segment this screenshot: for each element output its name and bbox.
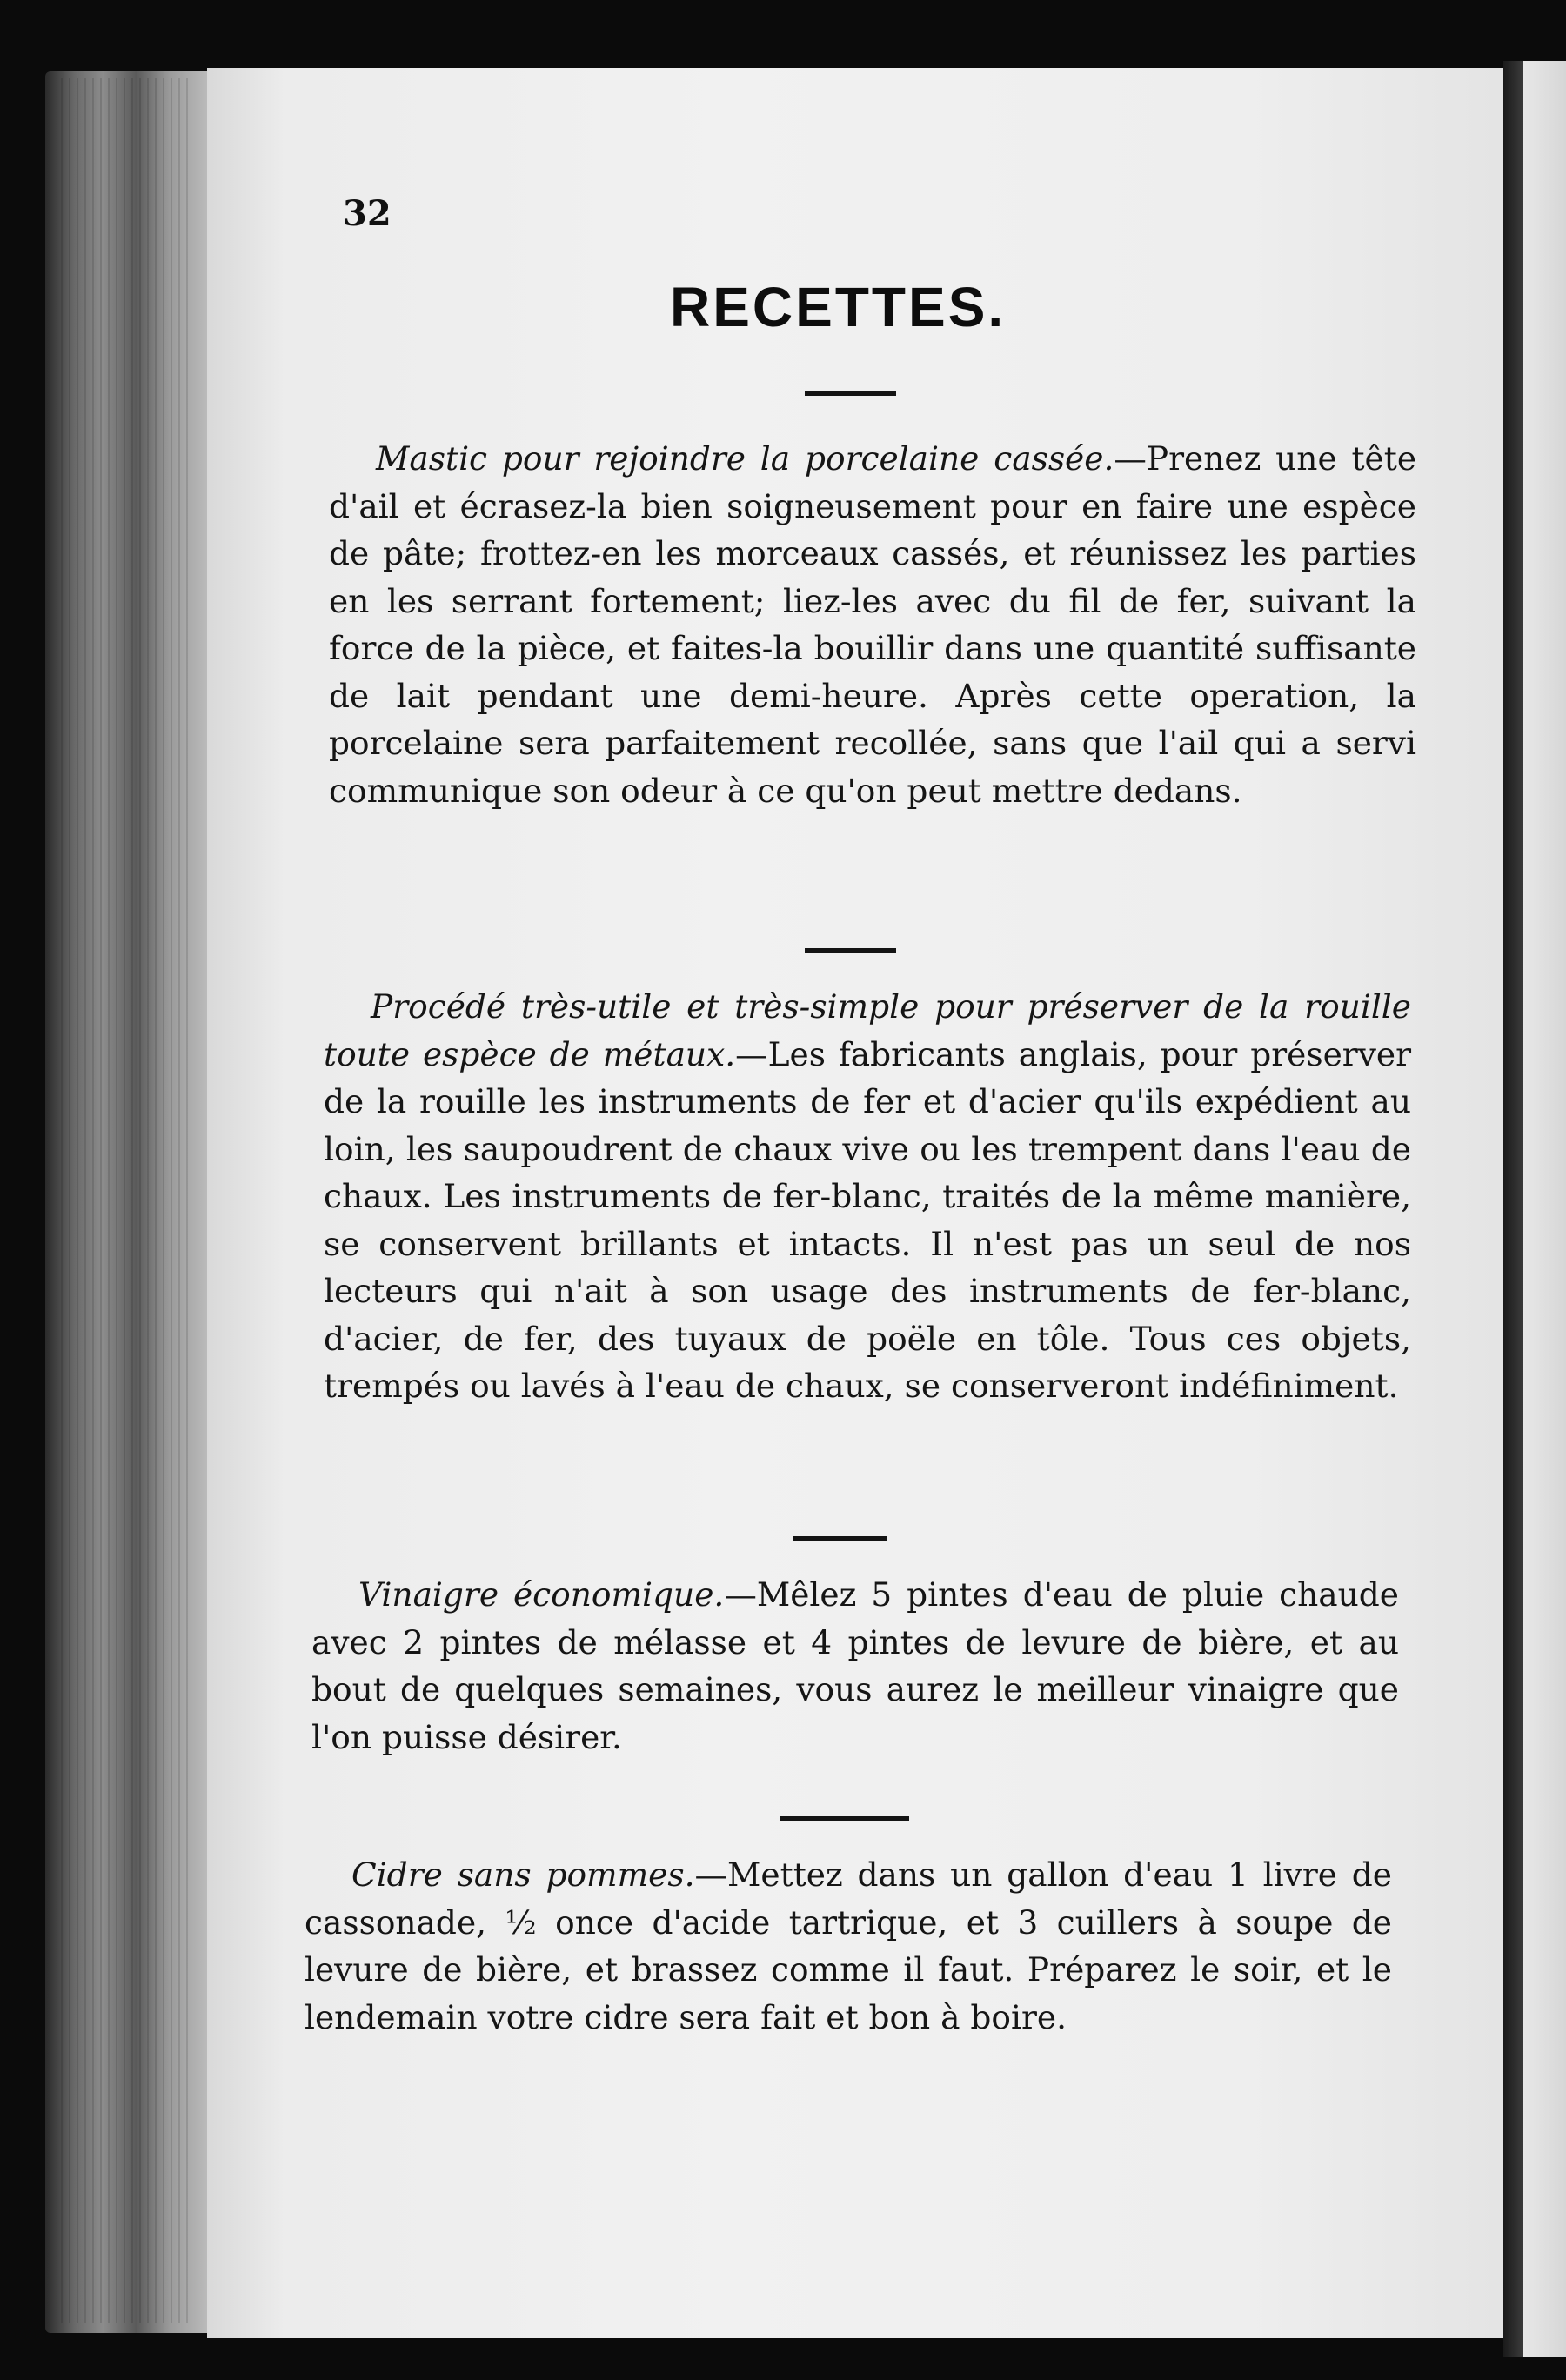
recipe-title: Procédé très-utile et très-simple pour préserver de la rouille toute espèce de métaux.: [324, 987, 1411, 1073]
right-binding-shadow: [1503, 61, 1522, 2357]
separator-rule-1: [805, 391, 896, 396]
page-number: 32: [343, 193, 392, 234]
recipe-body: —Les fabricants anglais, pour préserver de la rouille les instruments de fer et d'acier qu'ils expédient au loin, les saupoudrent de chaux vive ou les trempent dans l'eau de chaux. Les instruments de fer-blanc, traités de la même manière, se conservent brillants et intacts. Il n'est pas un seul de nos lecteurs qui n'ait à son usage des instruments de fer-blanc, d'acier, de fer, des tuyaux de poële en tôle. Tous ces objets, trempés ou lavés à l'eau de chaux, se conserveront indéfiniment.: [324, 1034, 1412, 1405]
recipe-title: Cidre sans pommes.: [351, 1855, 695, 1894]
separator-rule-2: [805, 948, 896, 953]
recipe-cidre: [304, 1851, 1392, 2041]
recipe-body: —Prenez une tête d'ail et écrasez-la bien soigneusement pour en faire une espèce de pâte; frottez-en les morceaux cassés, et réunissez les parties en les serrant fortement; liez-les avec du fil de fer, suivant la force de la pièce, et faites-la bouillir dans une quantité suffisante de lait pendant une demi-heure. Après cette operation, la porcelaine sera parfaitement recollée, sans que l'ail qui a servi communique son odeur à ce qu'on peut mettre dedans.: [329, 439, 1417, 810]
recipe-rouille: [324, 983, 1411, 1410]
facing-page-edge: [1522, 61, 1566, 2357]
recipe-body: —Mêlez 5 pintes d'eau de pluie chaude avec 2 pintes de mélasse et 4 pintes de levure de bière, et au bout de quelques semaines, vous aurez le meilleur vinaigre que l'on puisse désirer.: [311, 1575, 1399, 1756]
recipe-title: Mastic pour rejoindre la porcelaine cassée.: [376, 439, 1114, 478]
recipe-vinaigre: [311, 1571, 1399, 1761]
recipe-title: Vinaigre économique.: [358, 1575, 725, 1614]
recipe-porcelaine: [329, 435, 1416, 814]
separator-rule-4: [780, 1816, 909, 1821]
page-title: RECETTES.: [670, 276, 1007, 338]
page-edges-texture: [61, 78, 191, 2323]
separator-rule-3: [793, 1536, 887, 1541]
recipe-body: —Mettez dans un gallon d'eau 1 livre de cassonade, ½ once d'acide tartrique, et 3 cuillers à soupe de levure de bière, et brassez comme il faut. Préparez le soir, et le lendemain votre cidre sera fait et bon à boire.: [304, 1855, 1392, 2036]
